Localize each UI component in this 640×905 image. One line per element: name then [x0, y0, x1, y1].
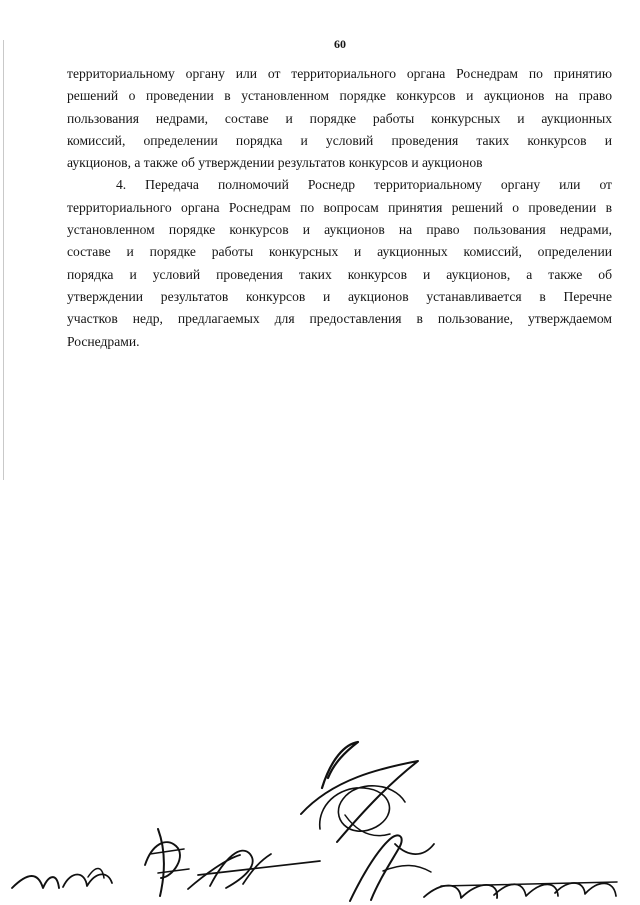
text-line: утверждении результатов конкурсов и аукционов устанавливается в Перечне	[67, 288, 612, 304]
signature-right-upper	[350, 835, 434, 901]
paragraph-continuation	[67, 63, 612, 174]
text-line: составе и порядке работы конкурсных и аукционных комиссий, определении	[67, 244, 612, 260]
signature-drawings	[0, 720, 640, 905]
scan-edge-line	[3, 40, 4, 480]
text-line: комиссий, определении порядка и условий проведения таких конкурсов и	[67, 132, 612, 148]
text-line: пользования недрами, составе и порядке работы конкурсных и аукционных	[67, 110, 612, 126]
page-number: 60	[334, 37, 346, 51]
text-line: территориального органа Роснедрам по вопросам принятия решений о проведении в	[67, 199, 612, 215]
text-line: участков недр, предлагаемых для предоставления в пользование, утверждаемом	[67, 311, 612, 327]
text-line: решений о проведении в установленном порядке конкурсов и аукционов на право	[67, 88, 612, 104]
document-body	[67, 63, 612, 353]
signature-middle	[198, 851, 320, 888]
paragraph-item-4	[67, 174, 612, 352]
text-line: порядка и условий проведения таких конкурсов и аукционов, а также об	[67, 266, 612, 282]
signature-left	[12, 868, 112, 888]
text-line: установленном порядке конкурсов и аукционов на право пользования недрами,	[67, 222, 612, 238]
text-line: 4. Передача полномочий Роснедр территориальному органу или от	[116, 177, 612, 193]
text-line: территориальному органу или от территориального органа Роснедрам по принятию	[67, 66, 612, 81]
signature-area	[0, 720, 640, 905]
text-line: Роснедрами.	[67, 333, 140, 349]
text-line: аукционов, а также об утверждении результатов конкурсов и аукционов	[67, 155, 483, 171]
signature-upper	[301, 742, 418, 842]
signature-right-lower	[424, 882, 617, 898]
